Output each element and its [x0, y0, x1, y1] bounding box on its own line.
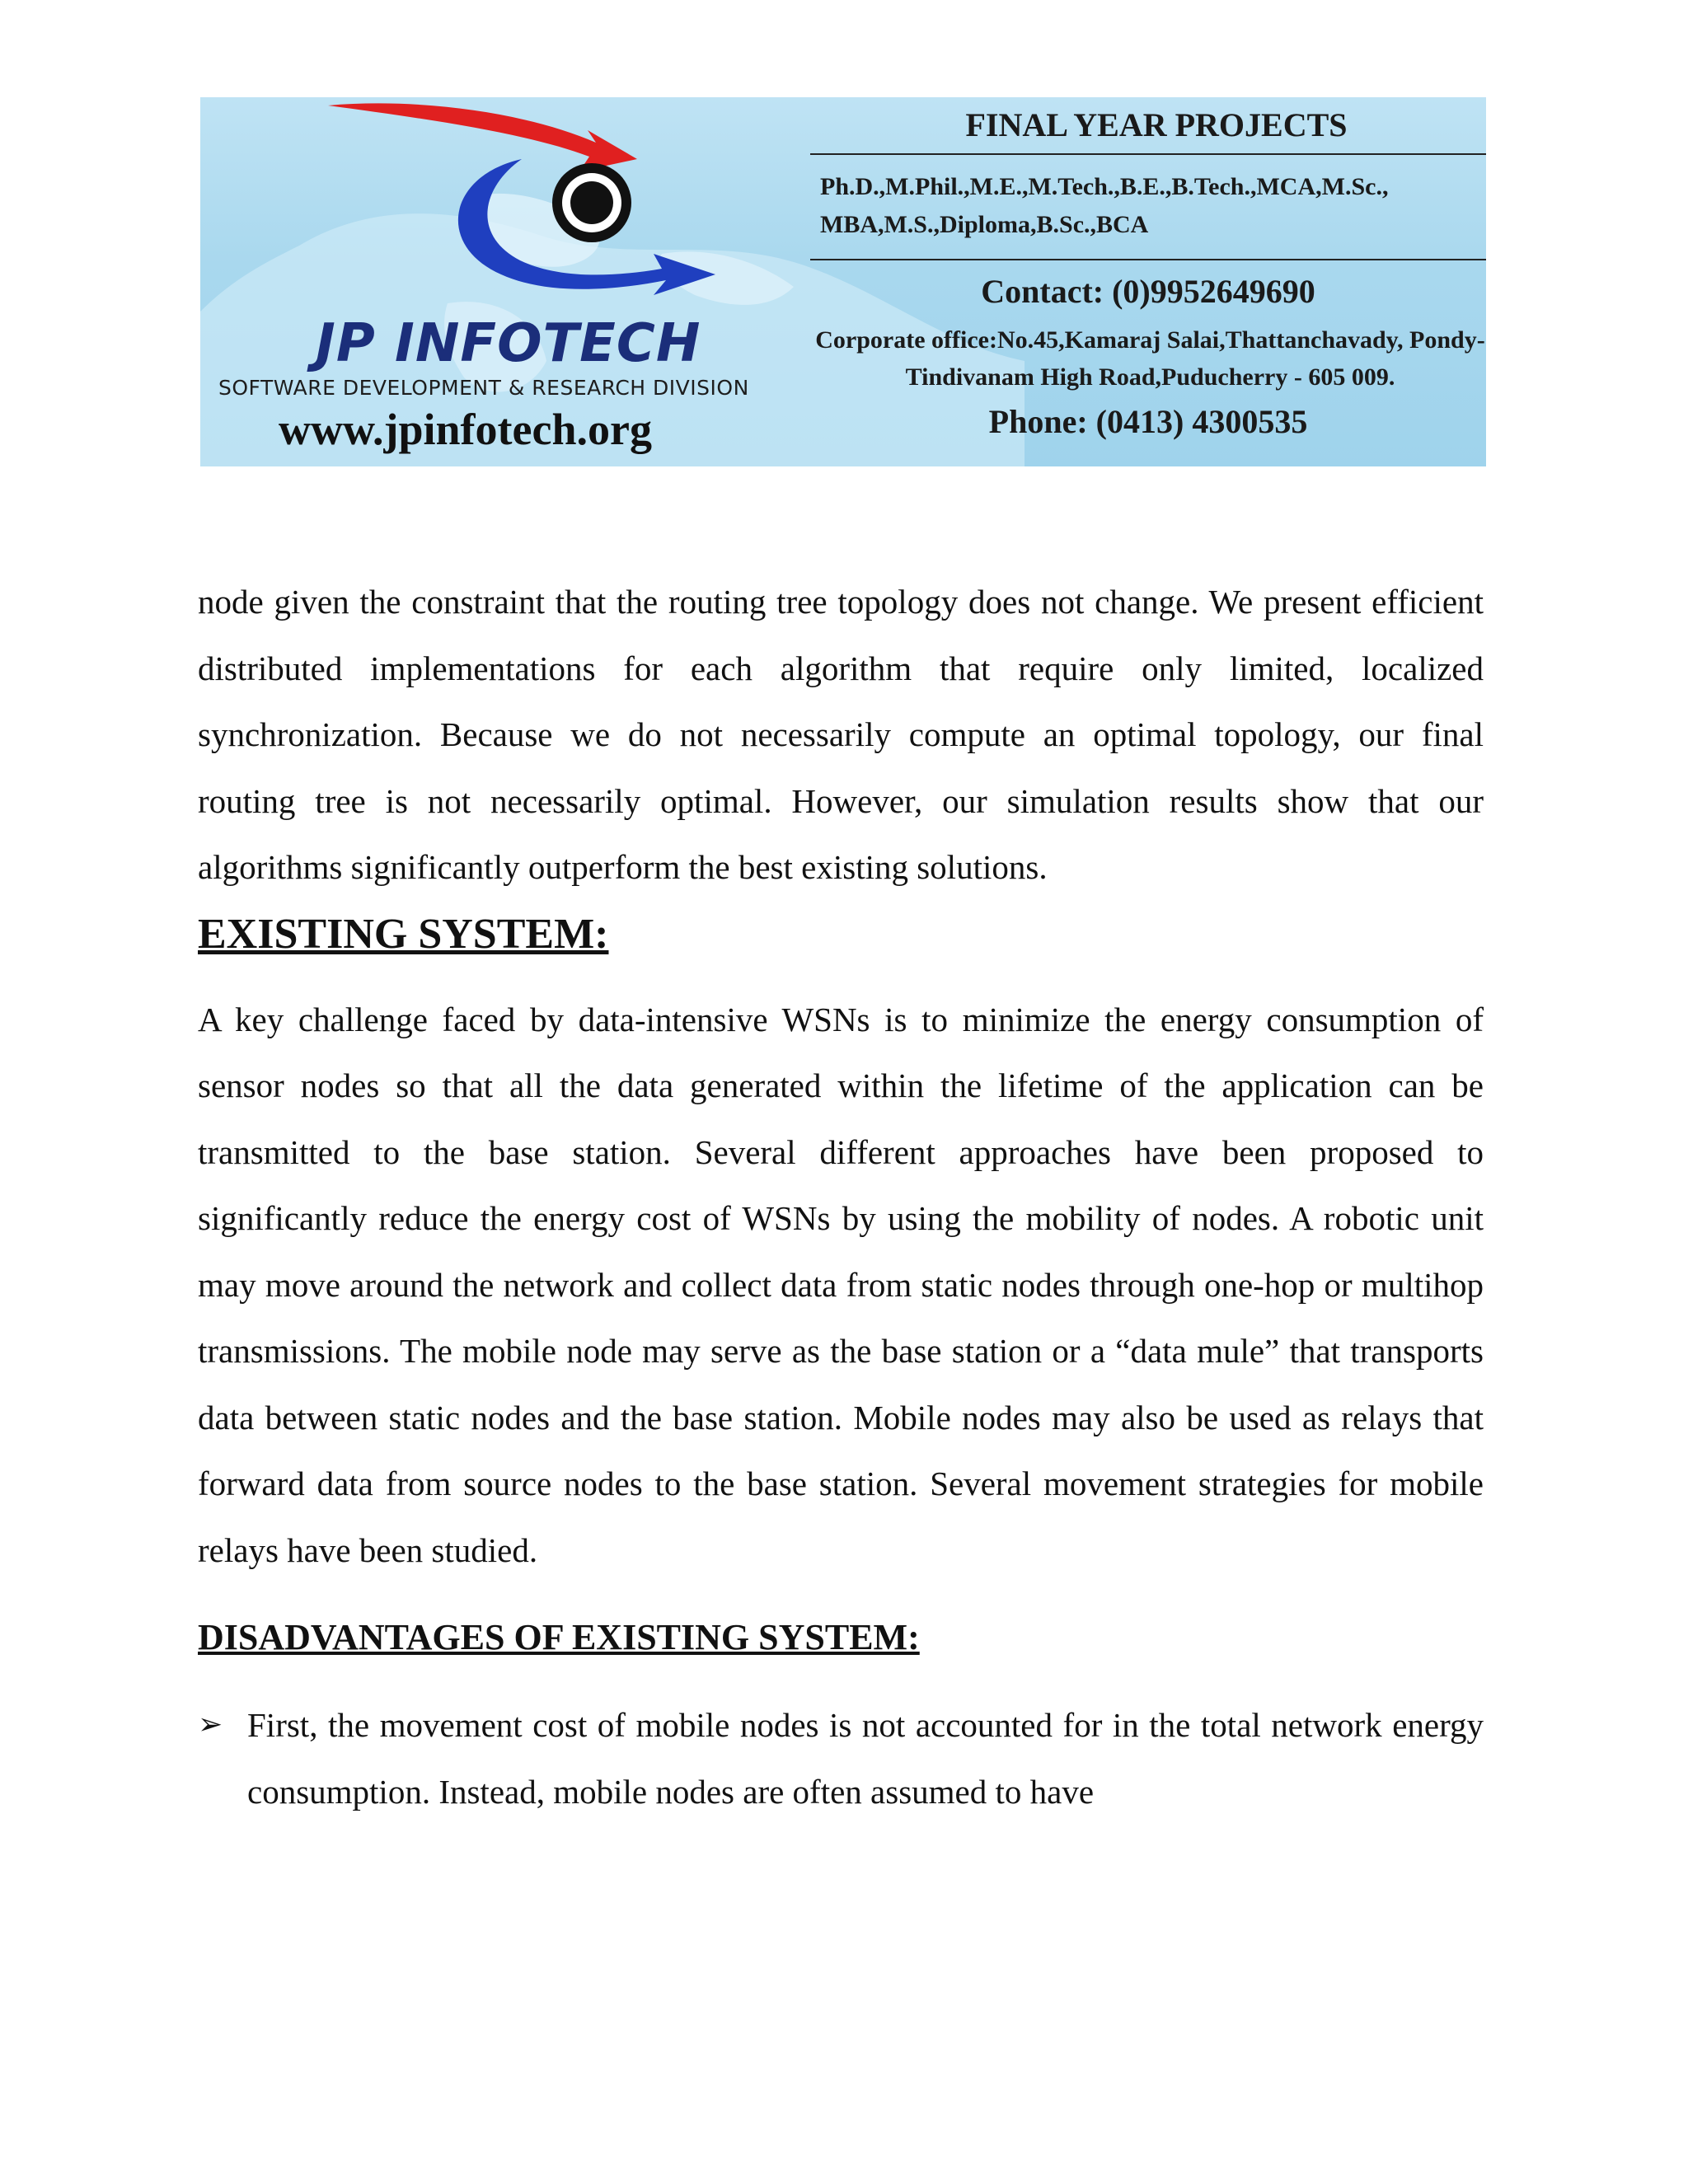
existing-system-heading: EXISTING SYSTEM:	[198, 910, 609, 958]
banner-divider-top	[810, 153, 1486, 155]
logo-icon	[324, 97, 785, 312]
disadvantages-heading: DISADVANTAGES OF EXISTING SYSTEM:	[198, 1617, 920, 1657]
degrees-list: Ph.D.,M.Phil.,M.E.,M.Tech.,B.E.,B.Tech.,MCA,M.Sc., MBA,M.S.,Diploma,B.Sc.,BCA	[820, 173, 1389, 238]
header-banner	[200, 97, 1486, 466]
list-item	[198, 1692, 1484, 1825]
office-address: Corporate office:No.45,Kamaraj Salai,Thattanchavady, Pondy-Tindivanam High Road,Puducherry - 605 009.	[815, 326, 1485, 391]
banner-title: FINAL YEAR PROJECTS	[965, 106, 1348, 143]
phone-number: Phone: (0413) 4300535	[988, 403, 1308, 440]
brand-name: JP INFOTECH	[316, 313, 701, 374]
arrow-bullet-icon: ➢	[198, 1708, 223, 1741]
document-body	[198, 569, 1484, 1825]
list-item-text: First, the movement cost of mobile nodes is not accounted for in the total network energy consumption. Instead, mobile nodes are often assumed to have	[247, 1706, 1484, 1811]
contact-number: Contact: (0)9952649690	[981, 273, 1315, 310]
disadvantages-list	[198, 1692, 1484, 1825]
brand-website-link[interactable]: www.jpinfotech.org	[279, 405, 652, 454]
banner-divider-bottom	[810, 259, 1486, 260]
existing-system-paragraph: A key challenge faced by data-intensive WSNs is to minimize the energy consumption of sensor nodes so that all the data generated within the lifetime of the application can be transmitted to the base station. Several different approaches have been proposed to significantly reduce the energy cost of WSNs by using the mobility of nodes. A robotic unit may move around the network and collect data from static nodes through one-hop or multihop transmissions. The mobile node may serve as the base station or a “data mule” that transports data between static nodes and the base station. Mobile nodes may also be used as relays that forward data from source nodes to the base station. Several movement strategies for mobile relays have been studied.	[198, 1000, 1484, 1569]
intro-paragraph: node given the constraint that the routing tree topology does not change. We present efficient distributed implementations for each algorithm that require only limited, localized synchronization. Because we do not necessarily compute an optimal topology, our final routing tree is not necessarily optimal. However, our simulation results show that our algorithms significantly outperform the best existing solutions.	[198, 583, 1484, 886]
brand-tagline: SOFTWARE DEVELOPMENT & RESEARCH DIVISION	[218, 376, 749, 400]
